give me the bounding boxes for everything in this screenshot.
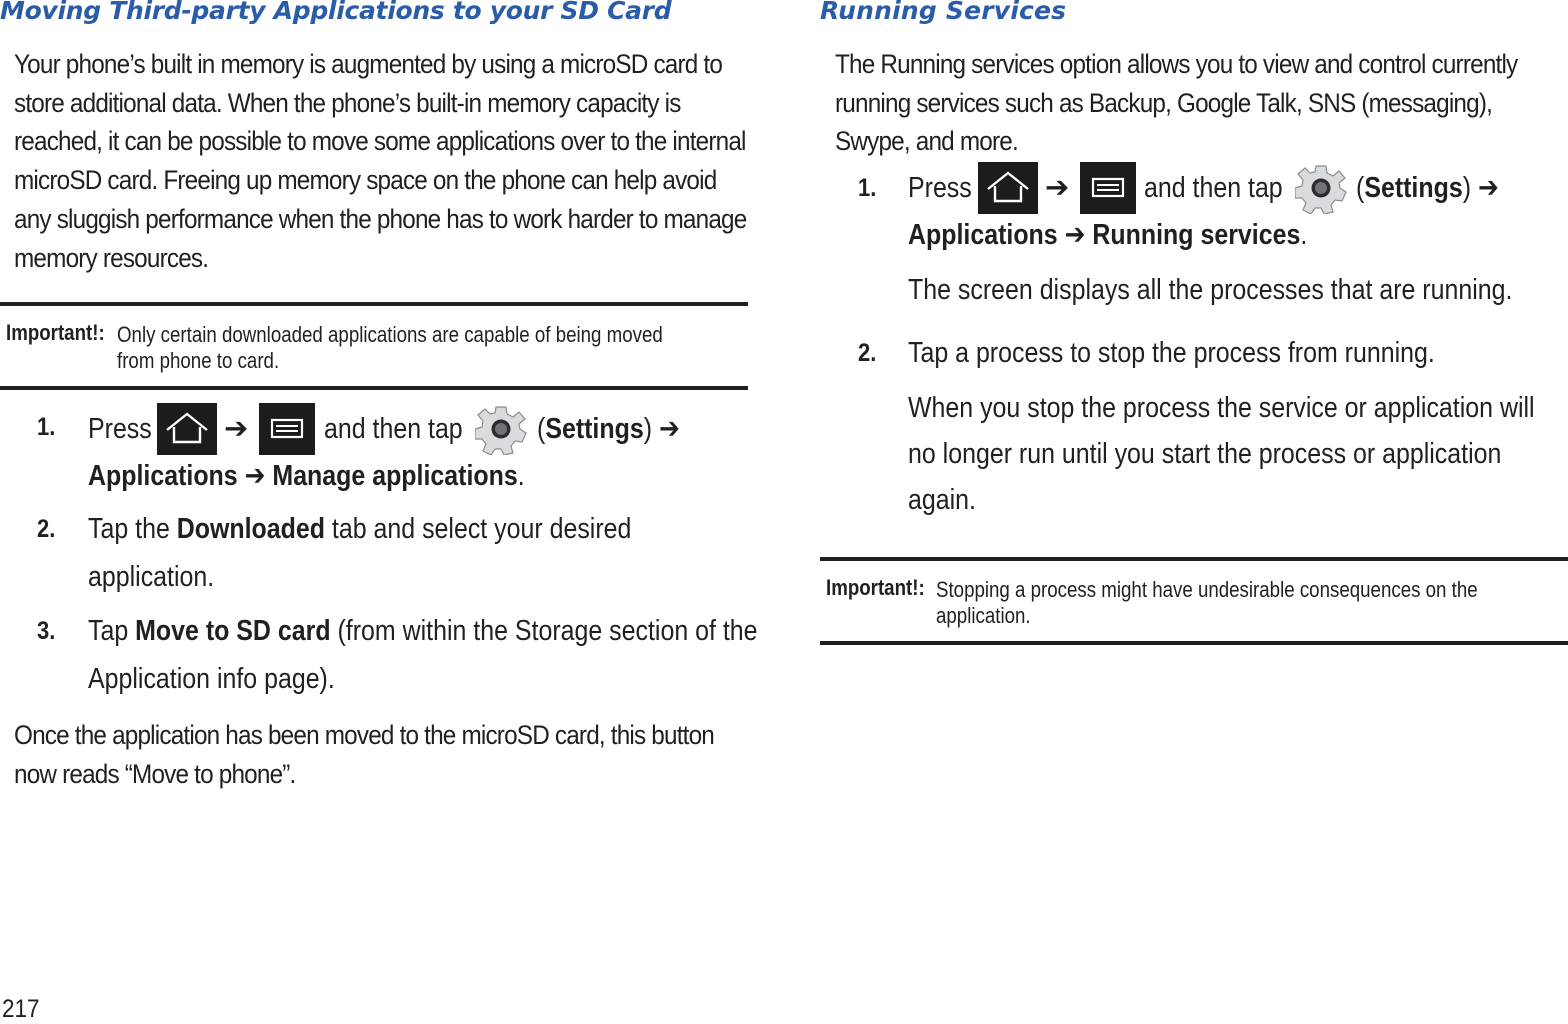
step-text: Application info page). [88,663,335,695]
step-2-result-line [858,384,1568,432]
step-text: and then tap [1144,172,1283,204]
step-result-text: again. [908,484,976,516]
step-3 [37,607,758,655]
step-1 [858,164,1558,212]
step-2-continued [37,553,737,601]
step-2 [37,505,737,553]
step-text: application. [88,561,215,593]
step-2-result-line [858,476,1568,524]
note-text-line-1: Stopping a process might have undesirable consequences on the [936,577,1478,602]
step-text: Tap a process to stop the process from running. [908,337,1435,369]
step-text: Tap the Downloaded tab and select your desired [88,513,632,545]
step-text: Tap Move to SD card (from within the Storage section of the [88,615,758,647]
menu-key-icon [1080,162,1136,214]
arrow-glyph: ➔ [1045,172,1070,204]
step-result-text: When you stop the process the service or application will [908,392,1535,424]
step-text: and then tap [324,413,463,445]
note-text: Only certain downloaded applications are capable of being moved from phone to card. [117,322,663,373]
step-1-continued [37,452,737,500]
step-1-result [858,266,1568,314]
outro-paragraph: Once the application has been moved to the microSD card, this button now reads “Move to phone”. [14,720,715,789]
page-number: 217 [2,995,40,1023]
step-text: Press [908,172,972,204]
step-1 [37,403,737,451]
arrow-glyph: ➔ [224,413,249,445]
intro-paragraph: The Running services option allows you to view and control currently running services such as Backup, Google Talk, SNS (messaging), Swype, and more. [835,49,1518,157]
step-number: 3. [37,617,56,645]
step-1-continued [858,211,1558,259]
important-note [820,557,1568,645]
note-label: Important!: [826,575,925,600]
step-3-continued [37,655,737,703]
step-result-text: no longer run until you start the process or application [908,438,1502,470]
step-text: Press [88,413,152,445]
menu-key-icon [259,403,315,455]
settings-gear-icon [1295,162,1347,214]
step-text: (Settings) ➔ [537,413,680,445]
step-result-text: The screen displays all the processes that are running. [908,274,1513,306]
section-heading-running-services: Running Services [820,0,1067,25]
step-2 [858,329,1568,377]
note-text-line-2: application. [936,603,1031,628]
step-text: (Settings) ➔ [1356,172,1499,204]
important-note [0,302,748,390]
settings-gear-icon [475,403,527,455]
step-number: 1. [37,413,56,441]
step-number: 2. [37,515,56,543]
intro-paragraph: Your phone’s built in memory is augmented by using a microSD card to store additional data. When the phone’s built-in memory capacity is reached, it can be possible to move some applications over to the internal microSD card. Freeing up memory space on the phone can help avoid any sluggish performance when the phone has to work harder to manage memory resources. [14,49,747,273]
home-key-icon [157,403,217,455]
step-number: 1. [858,174,877,202]
note-label: Important!: [6,320,105,345]
step-text: Applications ➔ Manage applications. [88,460,525,492]
section-heading-moving-apps: Moving Third-party Applications to your SD Card [0,0,672,25]
step-number: 2. [858,339,877,367]
step-2-result-line [858,430,1568,478]
step-text: Applications ➔ Running services. [908,219,1308,251]
home-key-icon [978,162,1038,214]
